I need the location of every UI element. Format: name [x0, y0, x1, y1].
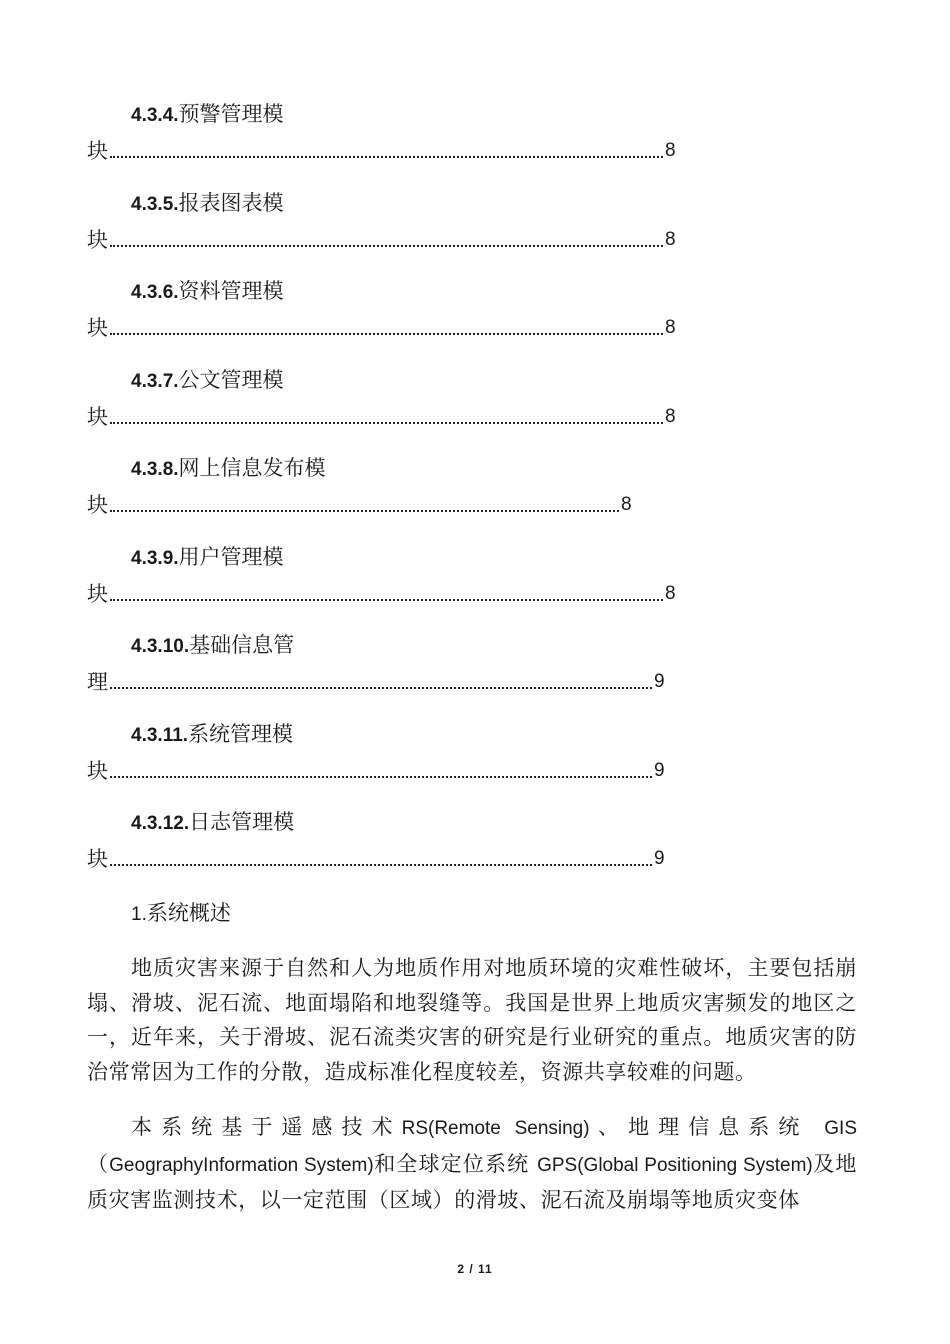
toc-leader-dots	[108, 491, 621, 519]
toc-page-number: 8	[665, 228, 676, 250]
text-run: GPS(Global Positioning System)	[537, 1154, 813, 1176]
toc-entry[interactable]	[0, 627, 950, 716]
text-run: 本系统基于遥感技术	[131, 1115, 402, 1139]
toc-leader-dots	[108, 580, 665, 608]
toc-continuation: 块	[87, 847, 108, 871]
section-number: 1.	[131, 904, 147, 925]
toc-heading	[131, 277, 284, 307]
toc-leader-line	[87, 403, 676, 431]
toc-heading	[131, 189, 284, 219]
toc-number: 4.3.12.	[131, 813, 190, 834]
toc-continuation: 块	[87, 581, 108, 606]
toc-page-number: 8	[665, 405, 676, 427]
toc-leader-line	[87, 845, 665, 873]
toc-leader-dots	[108, 757, 654, 785]
toc-entry[interactable]	[0, 450, 950, 539]
toc-heading	[131, 366, 284, 396]
text-run: （	[87, 1151, 110, 1176]
table-of-contents	[0, 96, 950, 893]
toc-title: 用户管理模	[178, 544, 284, 569]
paragraph-text: 地质灾害来源于自然和人为地质作用对地质环境的灾难性破坏，主要包括崩塌、滑坡、泥石流、地面塌陷和地裂缝等。我国是世界上地质灾害频发的地区之一，近年来，关于滑坡、泥石流类灾害的研究是行业研究的重点。地质灾害的防治常常因为工作的分散，造成标准化程度较差，资源共享较难的问题。	[87, 956, 857, 1084]
toc-page-number: 8	[665, 317, 676, 338]
toc-entry[interactable]	[0, 273, 950, 362]
toc-title: 系统管理模	[188, 721, 294, 746]
toc-leader-dots	[108, 845, 654, 873]
toc-entry[interactable]	[0, 539, 950, 628]
toc-heading	[131, 454, 326, 484]
toc-continuation: 块	[87, 139, 108, 163]
toc-title: 资料管理模	[178, 279, 284, 303]
toc-heading	[131, 808, 294, 838]
toc-leader-line	[87, 580, 676, 608]
toc-page-number: 9	[654, 848, 665, 869]
toc-title: 日志管理模	[189, 810, 295, 834]
text-run: RS(Remote Sensing)	[401, 1118, 590, 1139]
toc-number: 4.3.4.	[131, 105, 179, 126]
toc-continuation: 块	[87, 227, 108, 252]
toc-heading	[131, 100, 284, 130]
toc-title: 公文管理模	[178, 367, 284, 392]
toc-number: 4.3.9.	[131, 547, 179, 569]
toc-number: 4.3.6.	[131, 282, 179, 303]
section-title: 系统概述	[146, 901, 231, 925]
toc-entry[interactable]	[0, 185, 950, 274]
text-run: GeographyInformation System)	[109, 1154, 374, 1176]
toc-title: 预警管理模	[178, 102, 284, 126]
section-heading	[131, 899, 231, 929]
paragraph-text	[87, 1110, 857, 1218]
body-paragraph	[87, 1110, 857, 1218]
toc-heading	[131, 543, 284, 573]
toc-number: 4.3.7.	[131, 370, 179, 392]
toc-continuation: 块	[87, 316, 108, 340]
body-paragraph	[87, 951, 857, 1089]
toc-page-number: 8	[665, 582, 676, 604]
text-run: 、地理信息系统	[589, 1115, 809, 1139]
toc-entry[interactable]	[0, 362, 950, 451]
text-run: GIS	[824, 1118, 857, 1139]
toc-leader-line	[87, 137, 676, 165]
toc-page-number: 9	[654, 671, 665, 692]
toc-page-number: 9	[654, 759, 665, 781]
toc-continuation: 块	[87, 493, 108, 517]
text-run: 和全球定位系统	[373, 1151, 530, 1176]
toc-leader-dots	[108, 137, 665, 165]
toc-page-number: 8	[621, 494, 632, 515]
toc-title: 报表图表模	[178, 190, 284, 215]
toc-entry[interactable]	[0, 716, 950, 805]
toc-leader-dots	[108, 403, 665, 431]
toc-number: 4.3.5.	[131, 193, 179, 215]
toc-leader-dots	[108, 668, 654, 696]
page-indicator: 2 / 11	[457, 1262, 493, 1276]
toc-continuation: 块	[87, 758, 108, 783]
toc-page-number: 8	[665, 140, 676, 161]
toc-leader-line	[87, 757, 665, 785]
toc-leader-line	[87, 314, 676, 342]
toc-leader-line	[87, 668, 665, 696]
toc-title: 基础信息管	[189, 633, 295, 657]
toc-heading	[131, 720, 293, 750]
toc-entry[interactable]	[0, 804, 950, 893]
toc-leader-dots	[108, 226, 665, 254]
toc-title: 网上信息发布模	[178, 456, 326, 480]
toc-heading	[131, 631, 294, 661]
text-run: 及地质灾害监测技术，以一定范围（区域）的滑坡、泥石流及崩塌等地质灾变体	[87, 1151, 858, 1212]
toc-leader-dots	[108, 314, 665, 342]
toc-number: 4.3.11.	[131, 724, 189, 746]
toc-leader-line	[87, 226, 676, 254]
toc-continuation: 块	[87, 404, 108, 429]
toc-number: 4.3.8.	[131, 459, 179, 480]
toc-entry[interactable]	[0, 96, 950, 185]
toc-number: 4.3.10.	[131, 636, 190, 657]
toc-continuation: 理	[87, 670, 108, 694]
toc-leader-line	[87, 491, 632, 519]
